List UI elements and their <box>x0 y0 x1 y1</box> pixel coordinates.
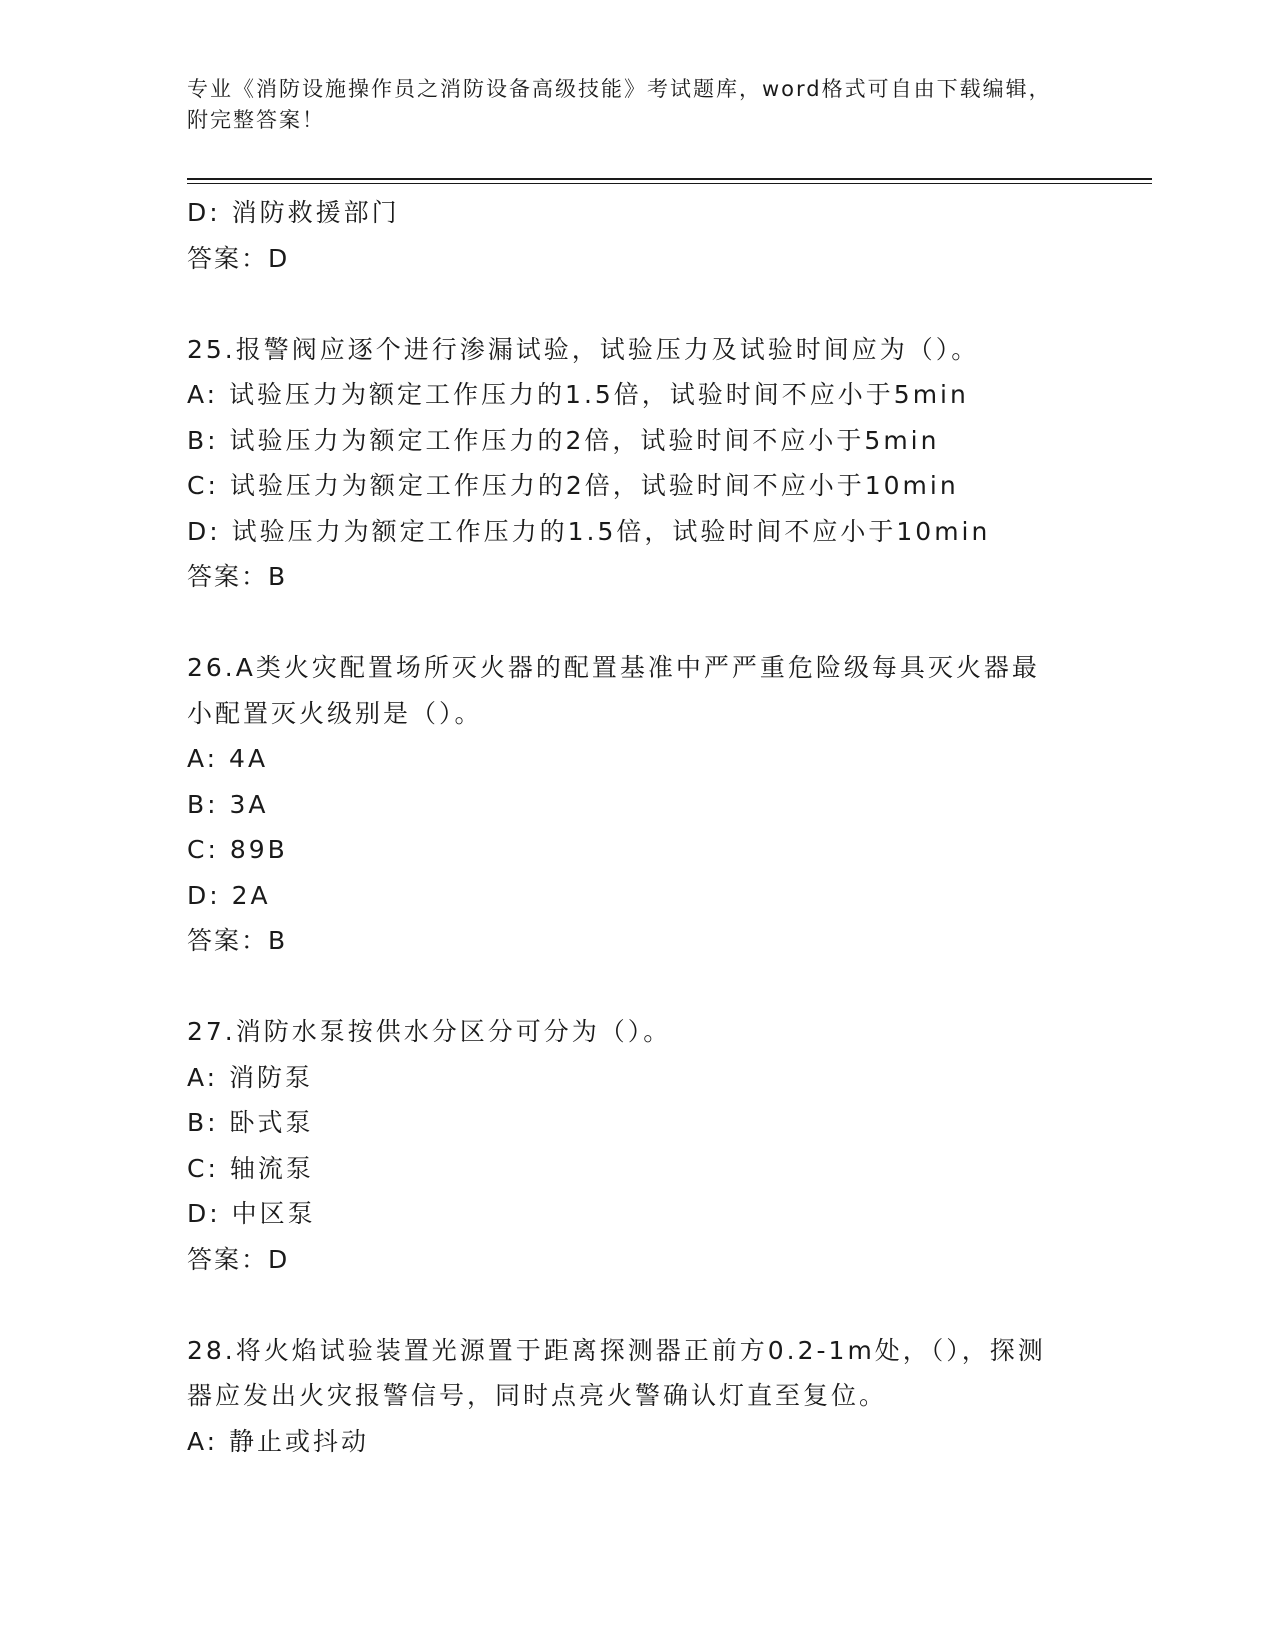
option-a: A: 试验压力为额定工作压力的1.5倍，试验时间不应小于5min <box>187 380 969 409</box>
option-c: C: 试验压力为额定工作压力的2倍，试验时间不应小于10min <box>187 471 959 500</box>
document-header: 专业《消防设施操作员之消防设备高级技能》考试题库，word格式可自由下载编辑，附完整答案！ <box>187 77 1052 132</box>
answer-line: 答案：D <box>187 1244 290 1274</box>
question-text: 28.将火焰试验装置光源置于距离探测器正前方0.2-1m处，（），探测器应发出火灾报警信号，同时点亮火警确认灯直至复位。 <box>187 1335 1046 1410</box>
question-28 <box>187 1328 1067 1465</box>
question-text: 25.报警阀应逐个进行渗漏试验，试验压力及试验时间应为（）。 <box>187 334 980 364</box>
option-c: C: 89B <box>187 835 288 864</box>
option-a: A: 4A <box>187 744 269 773</box>
question-26 <box>187 645 1067 964</box>
answer-line: 答案：D <box>187 243 290 273</box>
previous-question-tail <box>187 190 1067 281</box>
option-a: A: 静止或抖动 <box>187 1426 370 1456</box>
question-27 <box>187 1009 1067 1282</box>
header-divider-thin <box>187 183 1152 184</box>
answer-line: 答案：B <box>187 926 288 955</box>
spacer <box>187 600 1067 646</box>
option-b: B: 试验压力为额定工作压力的2倍，试验时间不应小于5min <box>187 425 940 455</box>
option-d: D: 消防救援部门 <box>187 198 400 227</box>
answer-line: 答案：B <box>187 562 288 591</box>
header-divider-thick <box>187 178 1152 180</box>
option-a: A: 消防泵 <box>187 1062 314 1092</box>
option-c: C: 轴流泵 <box>187 1153 314 1183</box>
question-text: 27.消防水泵按供水分区分可分为（）。 <box>187 1017 672 1046</box>
option-d: D: 中区泵 <box>187 1199 316 1228</box>
option-d: D: 试验压力为额定工作压力的1.5倍，试验时间不应小于10min <box>187 516 991 546</box>
spacer <box>187 281 1067 327</box>
option-b: B: 3A <box>187 789 269 819</box>
spacer <box>187 1282 1067 1328</box>
question-content <box>187 190 1067 1464</box>
option-b: B: 卧式泵 <box>187 1108 314 1137</box>
spacer <box>187 964 1067 1010</box>
option-d: D: 2A <box>187 880 271 910</box>
question-text: 26.A类火灾配置场所灭火器的配置基准中严严重危险级每具灭火器最小配置灭火级别是（）。 <box>187 653 1040 728</box>
question-25 <box>187 327 1067 600</box>
